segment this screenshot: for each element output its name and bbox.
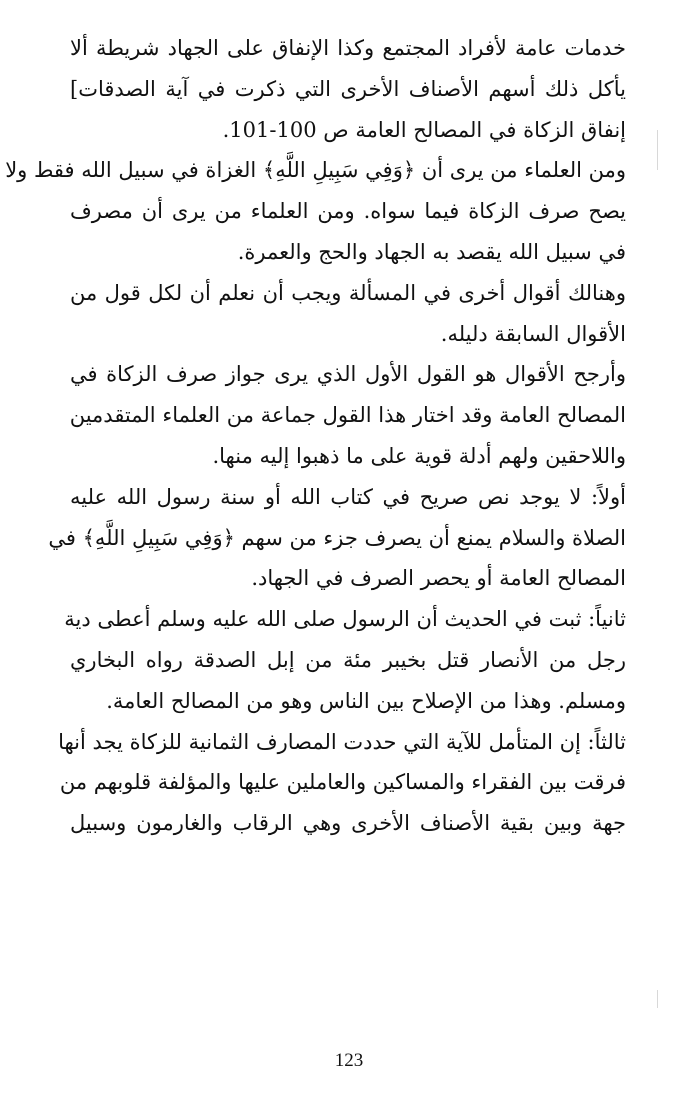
- text-line: يأكل ذلك أسهم الأصناف الأخرى التي ذكرت في آية الصدقات]: [70, 76, 626, 101]
- text-line: إنفاق الزكاة في المصالح العامة ص 100-101.: [222, 117, 626, 142]
- text-line: ثالثاً: إن المتأمل للآية التي حددت المصارف الثمانية للزكاة يجد أنها: [58, 729, 626, 754]
- text-line: المصالح العامة وقد اختار هذا القول جماعة من العلماء المتقدمين: [69, 403, 626, 428]
- page-number: 123: [334, 1050, 364, 1071]
- text-line: أولاً: لا يوجد نص صريح في كتاب الله أو سنة رسول الله عليه: [70, 484, 626, 509]
- page-body-text: [5, 28, 626, 844]
- text-line: رجل من الأنصار قتل بخيبر مئة من إبل الصدقة رواه البخاري: [70, 647, 626, 672]
- text-line: ومسلم. وهذا من الإصلاح بين الناس وهو من المصالح العامة.: [106, 688, 626, 713]
- text-line: وهنالك أقوال أخرى في المسألة ويجب أن نعلم أن لكل قول من: [70, 280, 626, 305]
- scan-edge-mark: [657, 990, 658, 1008]
- text-line: في سبيل الله يقصد به الجهاد والحج والعمرة.: [237, 239, 626, 264]
- scan-edge-mark: [657, 130, 658, 170]
- text-line: الصلاة والسلام يمنع أن يصرف جزء من سهم ﴿وَفِي سَبِيلِ اللَّهِ﴾ في: [48, 525, 626, 550]
- text-line: وأرجح الأقوال هو القول الأول الذي يرى جواز صرف الزكاة في: [70, 362, 626, 387]
- text-line: الأقوال السابقة دليله.: [440, 321, 626, 346]
- text-line: يصح صرف الزكاة فيما سواه. ومن العلماء من يرى أن مصرف: [70, 199, 626, 224]
- text-line: المصالح العامة أو يحصر الصرف في الجهاد.: [251, 566, 626, 591]
- text-line: خدمات عامة لأفراد المجتمع وكذا الإنفاق على الجهاد شريطة ألا: [70, 36, 626, 60]
- text-line: واللاحقين ولهم أدلة قوية على ما ذهبوا إليه منها.: [212, 443, 626, 468]
- text-line: ومن العلماء من يرى أن ﴿وَفِي سَبِيلِ اللَّهِ﴾ الغزاة في سبيل الله فقط ولا: [5, 158, 626, 183]
- text-line: جهة وبين بقية الأصناف الأخرى وهي الرقاب والغارمون وسبيل: [70, 811, 626, 836]
- text-line: ثانياً: ثبت في الحديث أن الرسول صلى الله عليه وسلم أعطى دية: [64, 607, 626, 632]
- text-line: فرقت بين الفقراء والمساكين والعاملين عليها والمؤلفة قلوبهم من: [59, 770, 626, 795]
